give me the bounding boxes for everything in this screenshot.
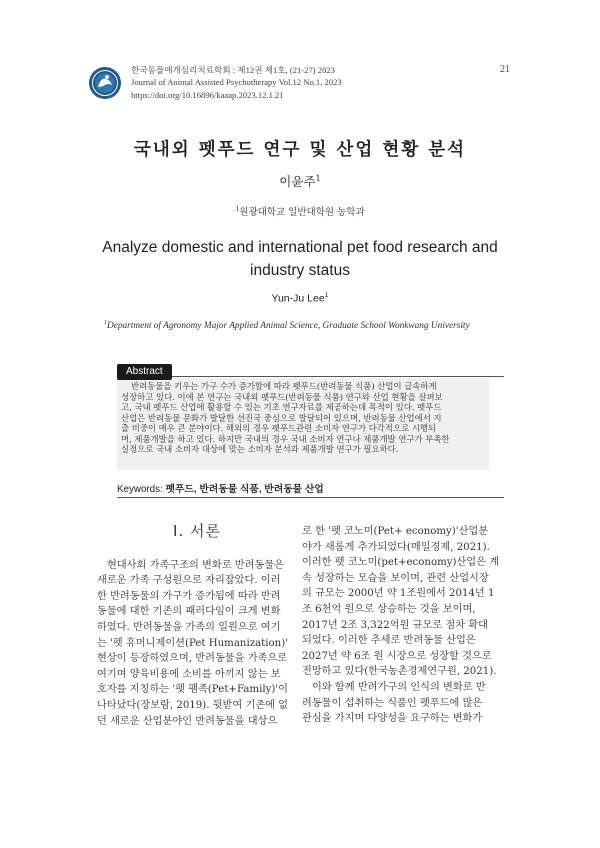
body-line: 속 성장하는 모습을 보이며, 관련 산업시장 [302, 572, 489, 584]
body-line: 여기며 양육비용에 소비를 아끼지 않는 보 [97, 668, 281, 680]
author-korean-name: 이윤주 [279, 174, 316, 189]
abstract-line: 반려동물을 키우는 가구 수가 증가함에 따라 펫푸드(반려동물 식품) 산업이 급속하게 [131, 381, 437, 391]
abstract-line: 산업은 반려동물 문화가 발달한 선진국 중심으로 발달되어 있으며, 반려동물 산업에서 지 [121, 412, 442, 423]
affiliation-english-sup: 1 [104, 320, 108, 326]
abstract-line: 출 비중이 매우 큰 분야이다. 해외의 경우 펫푸드관련 소비자 연구가 다각적으로 시행되 [121, 423, 437, 433]
body-right-column [302, 524, 504, 727]
body-line: 이러한 펫 코노미(pet+economy)산업은 계 [302, 557, 500, 569]
body-line: 2017년 2조 3,322억원 규모로 점차 확대 [302, 619, 489, 631]
body-line: 한 반려동물의 가구가 증가됨에 따라 반려 [97, 590, 281, 602]
body-line: 2027년 약 6조 원 시장으로 성장할 것으로 [302, 650, 492, 662]
journal-korean-line: 한국동물매개심리치료학회 : 제12권 제1호, (21-27) 2023 [131, 65, 335, 75]
abstract-line: 며, 제품개발을 하고 있다. 하지만 국내의 경우 국내 소비자 연구나 제품개발 연구가 부족한 [121, 433, 450, 444]
body-line: 새로운 가족 구성원으로 자리잡았다. 이러 [97, 575, 281, 587]
body-line: 호자를 지칭하는 '펫 팸족(Pet+Family)'이 [97, 684, 288, 696]
author-korean-sup: 1 [315, 172, 321, 183]
doi-link[interactable]: https://doi.org/10.16896/kaaap.2023.12.1.21 [131, 90, 284, 100]
affiliation-english [104, 320, 520, 331]
body-line: 로 한 '펫 코노미(Pet+ economy)'산업분 [302, 526, 489, 537]
title-english [100, 236, 500, 282]
body-line: 조 6천억 원으로 상승하는 것을 보이며, [302, 603, 476, 615]
section-title-introduction: Ⅰ. 서론 [173, 522, 221, 540]
body-line: 전망하고 있다(한국농촌경제연구원, 2021). [302, 666, 497, 678]
abstract-line: 실정으로 국내 소비자 대상에 맞는 소비자 분석과 제품개발 연구가 필요하다. [121, 444, 399, 454]
abstract-top-rule [117, 376, 504, 377]
affiliation-korean [0, 204, 600, 218]
title-english-line2: industry status [250, 262, 350, 279]
author-english-name: Yun-Ju Lee [271, 292, 325, 305]
body-line: 현상이 등장하였으며, 반려동물을 가족으로 [97, 653, 288, 665]
body-line: 던 새로운 산업분야인 반려동물을 대상으 [97, 715, 278, 727]
affiliation-english-text: Department of Agronomy Major Applied Animal Science, Graduate School Wonkwang University [107, 321, 470, 332]
society-seal-icon [88, 66, 122, 100]
author-english [0, 292, 600, 305]
affiliation-korean-text: 원광대학교 일반대학원 농학과 [239, 207, 365, 218]
body-line: 의 규모는 2000년 약 1조원에서 2014년 1 [302, 588, 495, 600]
keywords [117, 481, 324, 495]
body-line: 현대사회 가족구조의 변화로 반려동물은 [107, 559, 285, 571]
title-korean: 국내외 펫푸드 연구 및 산업 현황 분석 [133, 140, 467, 160]
keywords-rule [117, 497, 504, 498]
abstract-label: Abstract [117, 364, 172, 380]
journal-english-line: Journal of Animal Assisted Psychotherapy Vol.12 No.1, 2023 [131, 77, 342, 87]
keywords-value: 펫푸드, 반려동물 식품, 반려동물 산업 [165, 484, 324, 495]
page-number: 21 [500, 64, 510, 75]
abstract-line: 고, 국내 펫푸드 산업에 활용할 수 있는 기초 연구자료를 제공하는데 목적이 있다. 펫푸드 [121, 402, 442, 412]
body-line: 동물에 대한 기존의 패러다임이 크게 변화 [97, 606, 281, 618]
body-line: 려동물이 섭취하는 식품인 펫푸드에 많은 [302, 697, 483, 709]
abstract-body [121, 381, 487, 455]
body-line: 는 '펫 휴머니제이션(Pet Humanization)' [97, 637, 288, 649]
body-left-column [97, 524, 297, 729]
body-line: 관심을 가지며 다양성을 요구하는 변화가 [302, 713, 483, 725]
body-line: 나타났다(장보람, 2019). 뒷받여 기존에 없 [97, 699, 289, 711]
body-line: 야가 새롭게 추가되었다(매일경제, 2021). [302, 541, 490, 553]
title-english-line1: Analyze domestic and international pet food research and [102, 239, 498, 256]
keywords-label: Keywords: [117, 484, 163, 495]
abstract-line: 성장하고 있다. 이에 본 연구는 국내외 펫푸드(반려동물 식품) 연구와 산업 현황을 살펴보 [121, 391, 443, 402]
affiliation-korean-sup: 1 [235, 205, 240, 213]
author-korean [0, 172, 600, 190]
body-line: 이와 함께 반려가구의 인식의 변화로 반 [312, 681, 486, 693]
author-english-sup: 1 [324, 292, 329, 299]
body-line: 하였다. 반려동물을 가족의 일원으로 여기 [97, 621, 281, 633]
body-line: 되었다. 이러한 추세로 반려동물 산업은 [302, 635, 476, 647]
